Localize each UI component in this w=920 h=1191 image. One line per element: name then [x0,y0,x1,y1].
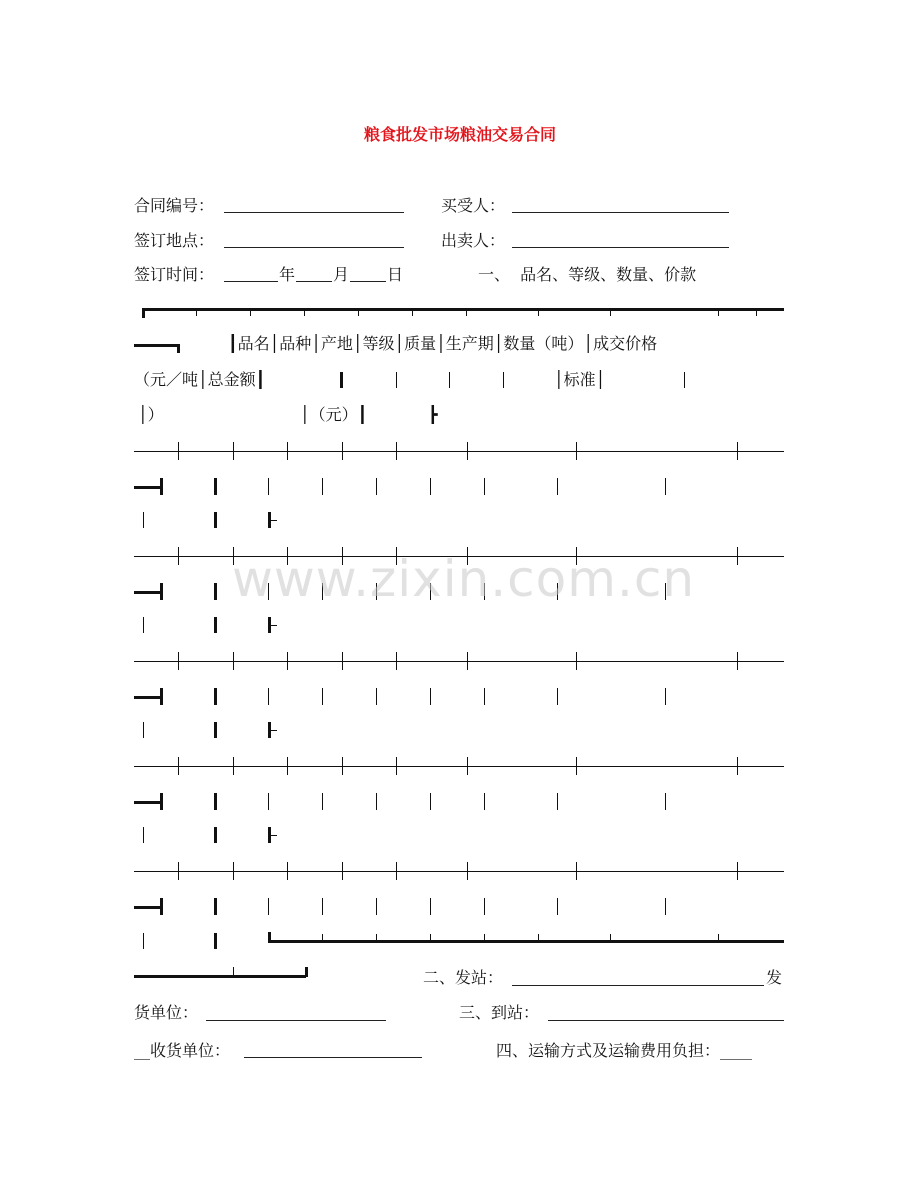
table-sep [503,372,504,388]
table-sep [449,372,450,388]
table-tick [538,308,539,316]
watermark: www.zixin.com.cn [232,550,696,608]
table-header-row3b: │（元）┃ [300,405,368,424]
section2-tail: 发 [766,968,783,987]
year-char: 年 [279,265,296,284]
table-tick [358,308,359,316]
table-header-row2a: （元／吨│总金额┃ [134,370,266,389]
month-blank[interactable] [296,281,332,282]
table-tick [466,308,467,316]
document-title: 粮食批发市场粮油交易合同 [363,125,556,144]
table-corner [142,308,145,318]
buyer-label: 买受人： [441,196,506,215]
table-header-row1: ┃品名│品种│产地│等级│质量│生产期│数量（吨）│成交价格 [228,334,658,353]
buyer-blank[interactable] [512,212,729,213]
table-tick [718,308,719,316]
sign-time-label: 签订时间： [134,265,215,284]
table-tick [304,308,305,316]
table-tick [610,308,611,316]
section1-title: 一、 品名、等级、数量、价款 [478,265,697,284]
depart-station-blank[interactable] [512,985,764,986]
table-sep [684,372,685,388]
table-sep [340,372,343,388]
shipper-label: 货单位： [134,1003,199,1022]
contract-no-blank[interactable] [224,212,404,213]
table-tick [756,308,757,316]
seller-label: 出卖人： [441,231,506,250]
section4-label: 四、运输方式及运输费用负担：____ [496,1041,753,1060]
section2-label: 二、发站： [423,968,504,987]
table-tick [250,308,251,316]
shipper-blank[interactable] [206,1020,386,1021]
sign-place-blank[interactable] [224,247,404,248]
table-top-border [142,308,784,311]
arrive-station-blank[interactable] [548,1020,784,1021]
consignee-label: __收货单位： [134,1041,231,1060]
table-tick [412,308,413,316]
seller-blank[interactable] [512,247,729,248]
table-corner [177,344,180,353]
section3-label: 三、到站： [459,1003,540,1022]
consignee-blank[interactable] [244,1057,422,1058]
day-char: 日 [387,265,404,284]
table-tick [196,308,197,316]
table-sep [396,372,397,388]
year-blank[interactable] [224,281,278,282]
contract-no-label: 合同编号： [134,196,215,215]
table-header-row3c: ┣ [428,405,438,424]
table-header-row2b: │标准│ [554,370,606,389]
day-blank[interactable] [350,281,386,282]
month-char: 月 [333,265,350,284]
sign-place-label: 签订地点： [134,231,215,250]
table-rule [134,344,178,347]
table-header-row3a: │） [138,405,164,424]
